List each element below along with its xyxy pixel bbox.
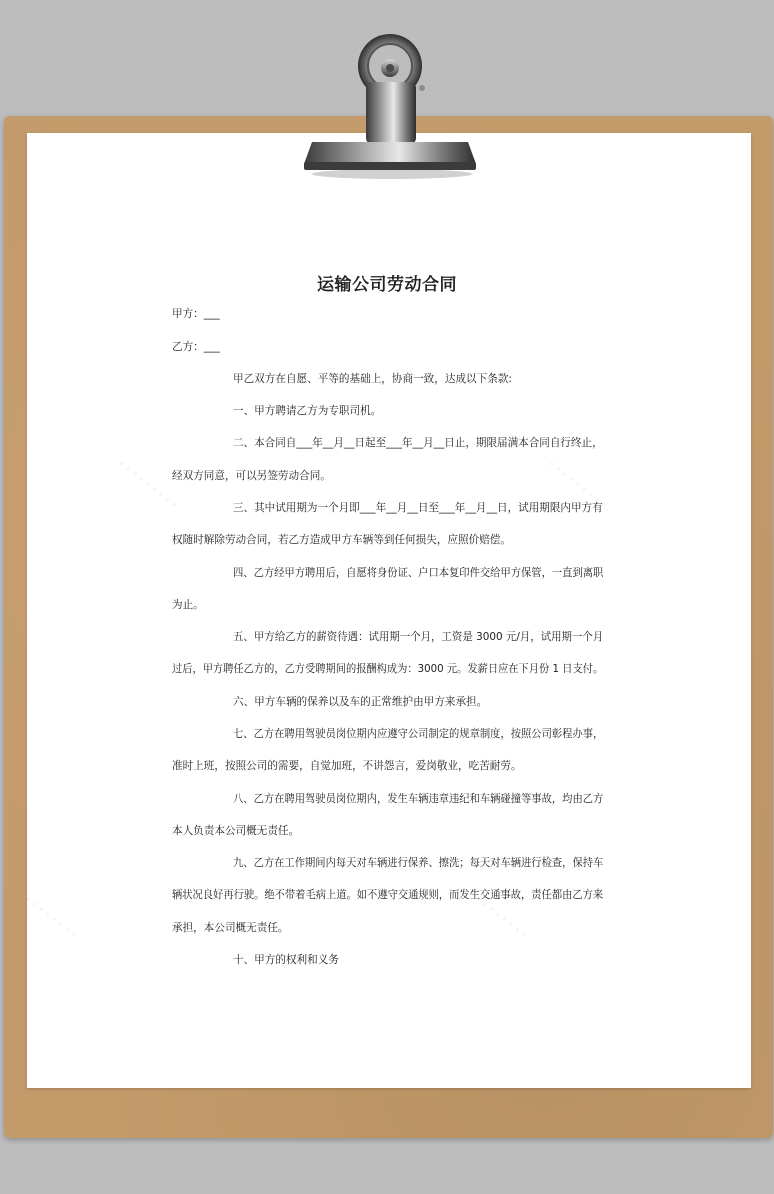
clause-2-cont: 经双方同意，可以另签劳动合同。 — [172, 470, 331, 482]
clause-7-cont: 准时上班，按照公司的需要，自觉加班，不讲怨言，爱岗敬业，吃苦耐劳。 — [172, 760, 522, 772]
preamble: 甲乙双方在自愿、平等的基础上，协商一致，达成以下条款: — [233, 373, 513, 385]
clause-8-cont: 本人负责本公司概无责任。 — [172, 825, 300, 837]
party-b-line: 乙方：___ — [172, 341, 220, 353]
clause-8: 八、乙方在聘用驾驶员岗位期内，发生车辆违章违纪和车辆碰撞等事故，均由乙方 — [233, 793, 604, 805]
clause-5-cont: 过后，甲方聘任乙方的，乙方受聘期间的报酬构成为：3000 元。发薪日应在下月份 1 日支付。 — [172, 663, 604, 675]
clause-1: 一、甲方聘请乙方为专职司机。 — [233, 405, 382, 417]
clause-3-cont: 权随时解除劳动合同，若乙方造成甲方车辆等到任何损失，应照价赔偿。 — [172, 534, 511, 546]
clause-9: 九、乙方在工作期间内每天对车辆进行保养、擦洗；每天对车辆进行检查，保持车 — [233, 857, 604, 869]
clause-9-cont-2: 承担，本公司概无责任。 — [172, 922, 289, 934]
document-title: 运输公司劳动合同 — [317, 275, 457, 295]
clause-2: 二、本合同自___年__月__日起至___年__月__日止，期限届满本合同自行终止， — [233, 437, 603, 449]
clause-5: 五、甲方给乙方的薪资待遇：试用期一个月，工资是 3000 元/月，试用期一个月 — [233, 631, 604, 643]
clause-9-cont: 辆状况良好再行驶。绝不带着毛病上道。如不遵守交通规则，而发生交通事故，责任都由乙方来 — [172, 889, 604, 901]
clause-4-cont: 为止。 — [172, 599, 204, 611]
clause-10: 十、甲方的权利和义务 — [233, 954, 339, 966]
clause-4: 四、乙方经甲方聘用后，自愿将身份证、户口本复印件交给甲方保管，一直到离职 — [233, 567, 604, 579]
clause-3: 三、其中试用期为一个月即___年__月__日至___年__月__日，试用期限内甲方有 — [233, 502, 603, 514]
binder-clip-icon — [300, 24, 480, 180]
party-a-line: 甲方：___ — [172, 308, 220, 320]
clause-7: 七、乙方在聘用驾驶员岗位期内应遵守公司制定的规章制度，按照公司彰程办事， — [233, 728, 604, 740]
clause-6: 六、甲方车辆的保养以及车的正常维护由甲方来承担。 — [233, 696, 488, 708]
